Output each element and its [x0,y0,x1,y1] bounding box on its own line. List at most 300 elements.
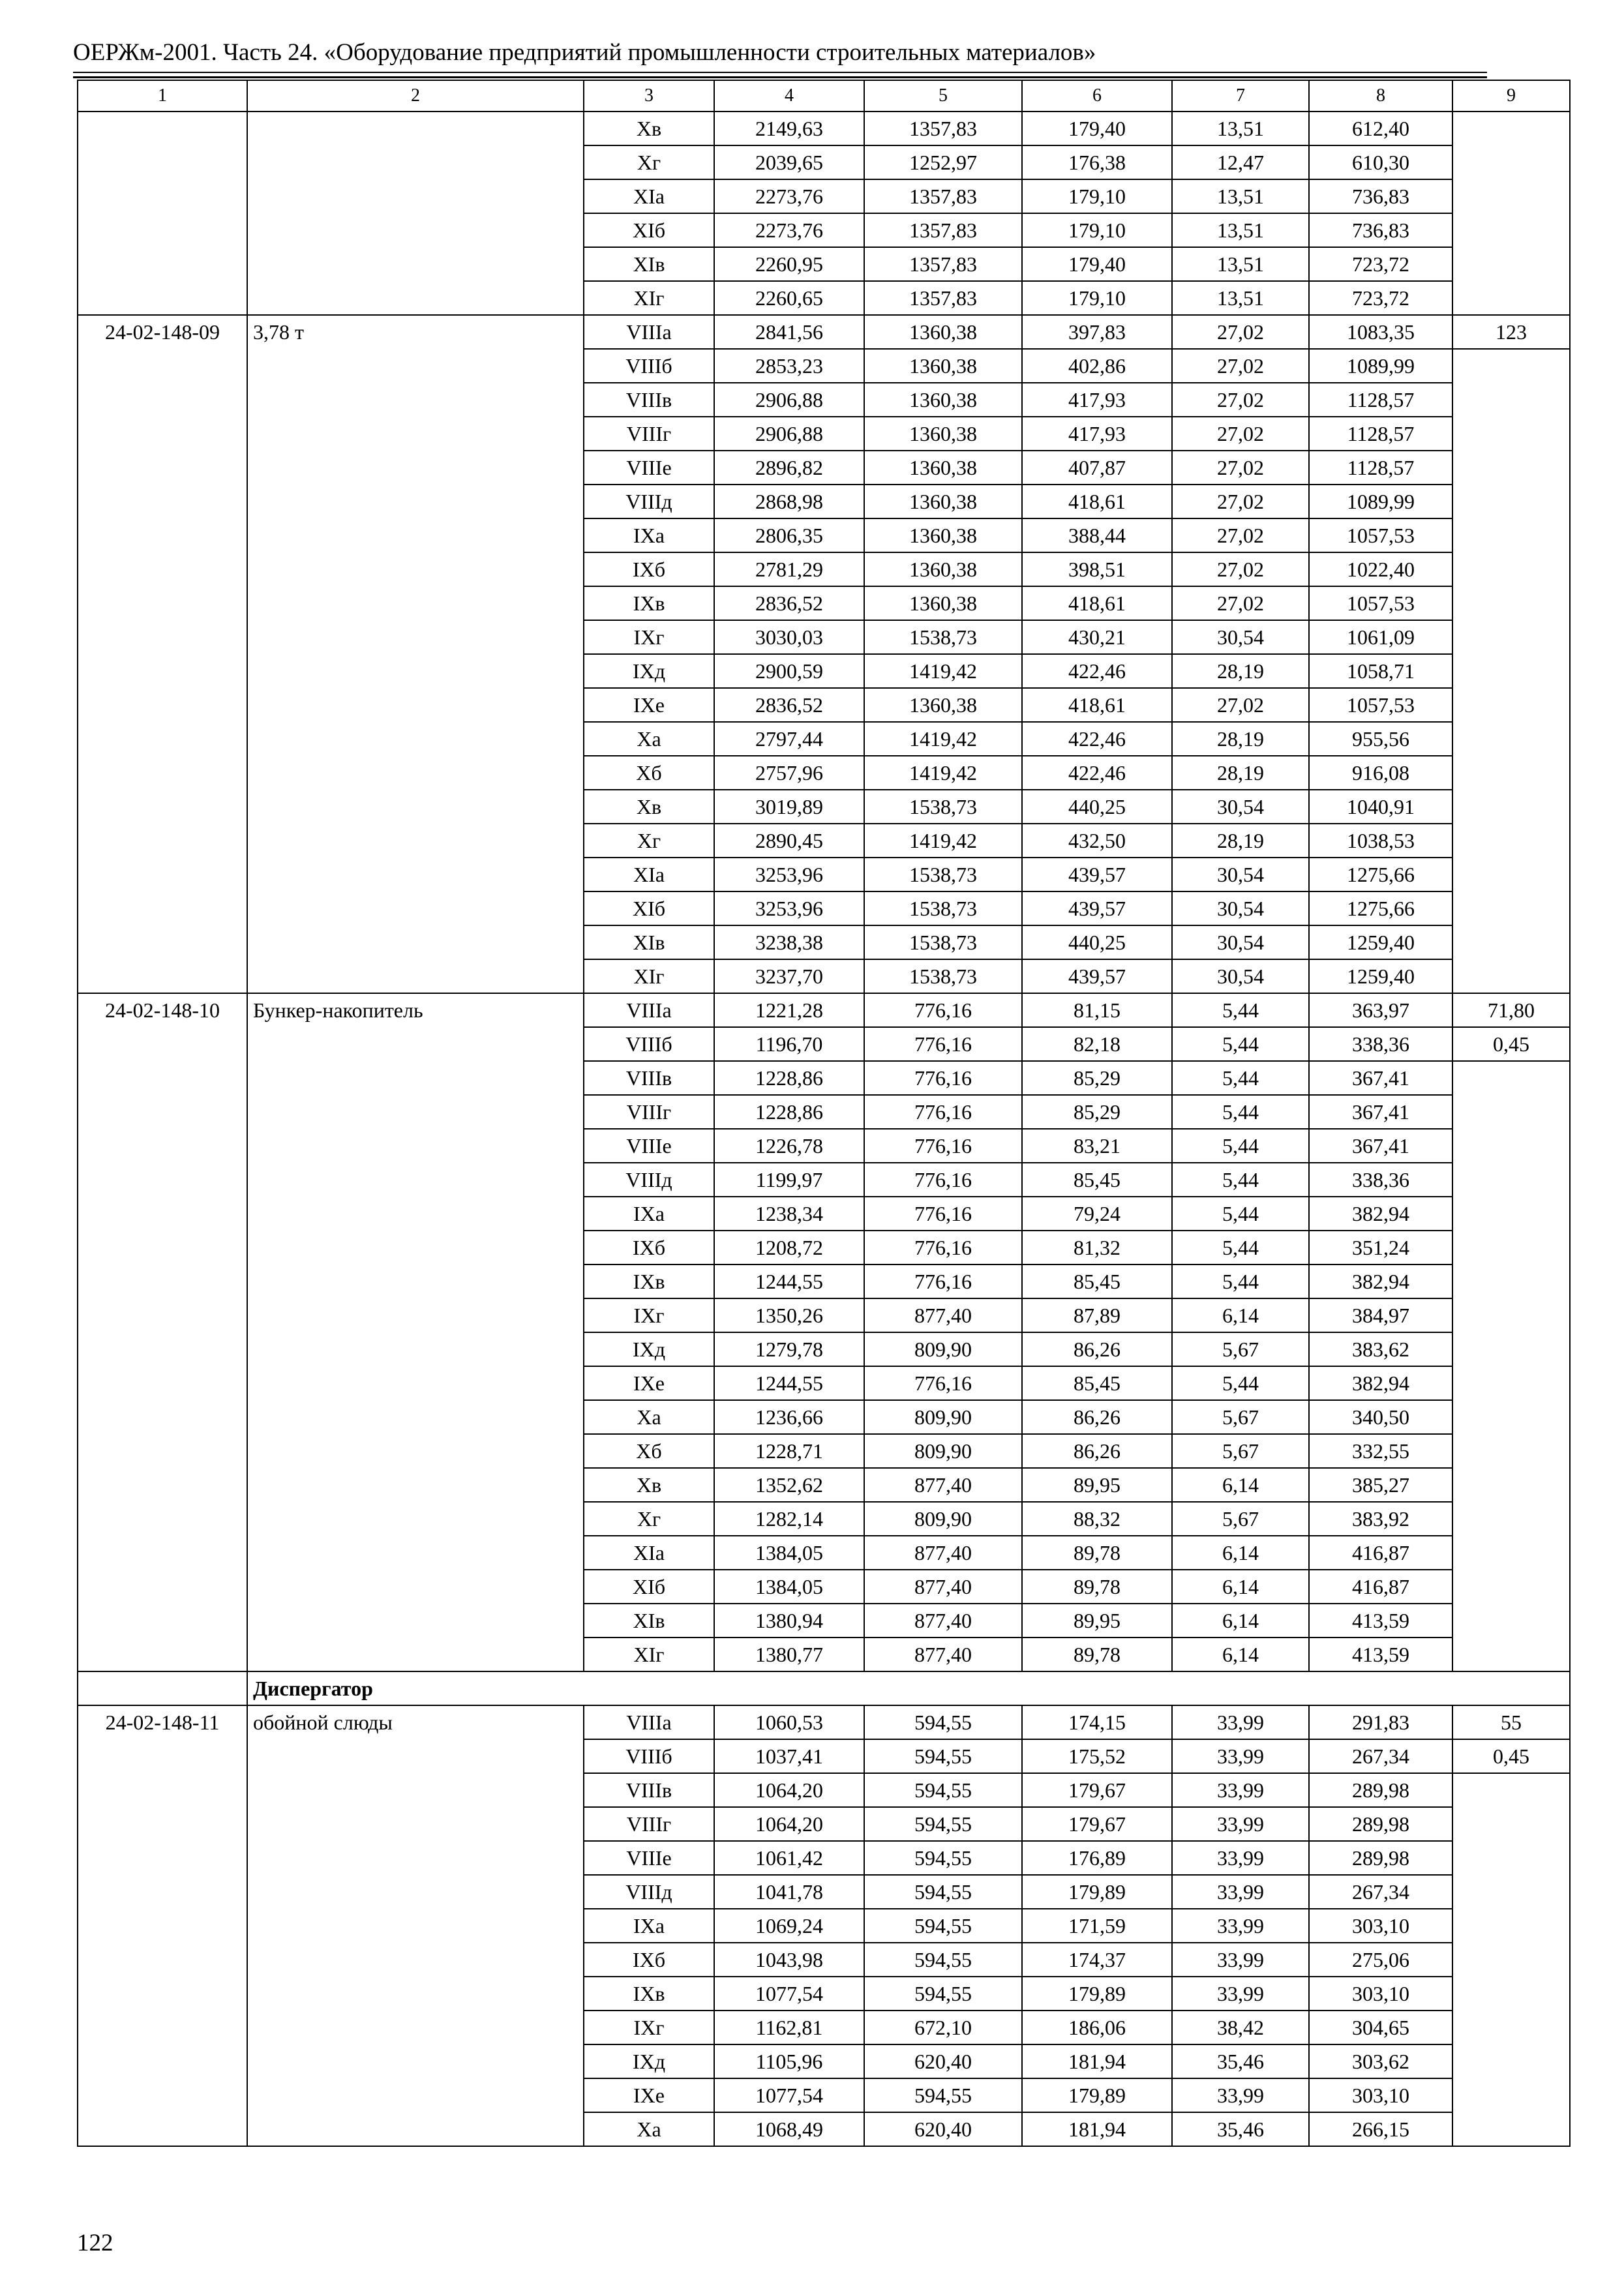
value-col-4: 1282,14 [714,1502,864,1536]
price-zone: ХIв [584,1604,714,1638]
price-zone: IХа [584,1197,714,1231]
page-number: 122 [77,2230,113,2256]
price-zone: VIIIе [584,1841,714,1875]
value-col-5: 1360,38 [864,688,1022,722]
value-col-7: 33,99 [1172,1909,1309,1943]
value-col-5: 1357,83 [864,281,1022,315]
price-zone: VIIIв [584,1061,714,1095]
header-rule [73,72,1487,73]
value-col-6: 85,29 [1022,1095,1172,1129]
rate-code: 24-02-148-10 [78,993,247,1671]
value-col-5: 1360,38 [864,485,1022,518]
value-col-8: 267,34 [1309,1875,1452,1909]
value-col-7: 30,54 [1172,620,1309,654]
value-col-4: 1384,05 [714,1536,864,1570]
value-col-5: 594,55 [864,1705,1022,1739]
price-zone: ХIа [584,1536,714,1570]
value-col-5: 620,40 [864,2044,1022,2078]
column-header-6: 6 [1022,80,1172,112]
value-col-4: 2841,56 [714,315,864,349]
price-zone: ХIб [584,1570,714,1604]
value-col-7: 30,54 [1172,925,1309,959]
value-col-5: 877,40 [864,1604,1022,1638]
value-col-7: 38,42 [1172,2011,1309,2044]
value-col-7: 5,44 [1172,1366,1309,1400]
value-col-5: 1360,38 [864,417,1022,451]
value-col-7: 33,99 [1172,1773,1309,1807]
value-col-5: 809,90 [864,1434,1022,1468]
value-col-6: 81,15 [1022,993,1172,1027]
value-col-4: 1352,62 [714,1468,864,1502]
value-col-8: 303,10 [1309,1909,1452,1943]
rate-code: 24-02-148-11 [78,1705,247,2146]
value-col-5: 1357,83 [864,213,1022,247]
price-zone: IХе [584,1366,714,1400]
value-col-8: 610,30 [1309,145,1452,179]
value-col-6: 179,67 [1022,1807,1172,1841]
price-zone: IХа [584,518,714,552]
equipment-name [247,112,584,315]
value-col-6: 174,37 [1022,1943,1172,1977]
value-col-7: 5,44 [1172,1027,1309,1061]
value-col-5: 620,40 [864,2112,1022,2146]
value-col-8: 955,56 [1309,722,1452,756]
col9-value: 123 [1452,315,1570,349]
value-col-7: 28,19 [1172,756,1309,790]
value-col-7: 28,19 [1172,722,1309,756]
value-col-8: 291,83 [1309,1705,1452,1739]
value-col-6: 422,46 [1022,756,1172,790]
price-zone: IХд [584,654,714,688]
value-col-5: 594,55 [864,2078,1022,2112]
price-zone: ХIа [584,858,714,891]
value-col-7: 30,54 [1172,959,1309,993]
value-col-6: 179,10 [1022,281,1172,315]
value-col-7: 13,51 [1172,281,1309,315]
value-col-5: 776,16 [864,1163,1022,1197]
value-col-8: 736,83 [1309,213,1452,247]
value-col-6: 440,25 [1022,925,1172,959]
value-col-4: 2781,29 [714,552,864,586]
value-col-5: 1419,42 [864,756,1022,790]
value-col-4: 2273,76 [714,179,864,213]
price-zone: IХг [584,620,714,654]
value-col-4: 2896,82 [714,451,864,485]
value-col-8: 382,94 [1309,1264,1452,1298]
value-col-5: 1360,38 [864,349,1022,383]
value-col-8: 267,34 [1309,1739,1452,1773]
col9-value: 0,45 [1452,1027,1570,1061]
value-col-6: 402,86 [1022,349,1172,383]
value-col-7: 6,14 [1172,1638,1309,1671]
value-col-8: 723,72 [1309,247,1452,281]
value-col-8: 1061,09 [1309,620,1452,654]
value-col-7: 6,14 [1172,1468,1309,1502]
value-col-6: 85,45 [1022,1163,1172,1197]
value-col-4: 1384,05 [714,1570,864,1604]
value-col-4: 2906,88 [714,383,864,417]
value-col-7: 13,51 [1172,179,1309,213]
price-zone: IХб [584,1231,714,1264]
section-title-row [78,1671,1570,1705]
value-col-4: 1037,41 [714,1739,864,1773]
value-col-8: 1128,57 [1309,383,1452,417]
price-zone: IХв [584,586,714,620]
value-col-5: 1419,42 [864,654,1022,688]
value-col-7: 5,44 [1172,1095,1309,1129]
value-col-8: 1089,99 [1309,485,1452,518]
value-col-8: 413,59 [1309,1638,1452,1671]
value-col-7: 27,02 [1172,518,1309,552]
value-col-5: 776,16 [864,993,1022,1027]
price-zone: ХIб [584,213,714,247]
value-col-5: 1360,38 [864,518,1022,552]
value-col-7: 30,54 [1172,858,1309,891]
value-col-6: 397,83 [1022,315,1172,349]
price-zone: IХа [584,1909,714,1943]
value-col-6: 179,67 [1022,1773,1172,1807]
value-col-4: 1228,86 [714,1061,864,1095]
value-col-8: 289,98 [1309,1773,1452,1807]
value-col-4: 1244,55 [714,1264,864,1298]
value-col-5: 1538,73 [864,858,1022,891]
column-header-4: 4 [714,80,864,112]
col9-empty [1452,1061,1570,1671]
value-col-6: 83,21 [1022,1129,1172,1163]
value-col-4: 1162,81 [714,2011,864,2044]
value-col-5: 877,40 [864,1298,1022,1332]
value-col-5: 877,40 [864,1638,1022,1671]
value-col-6: 186,06 [1022,2011,1172,2044]
column-header-3: 3 [584,80,714,112]
price-zone: VIIIа [584,993,714,1027]
value-col-8: 367,41 [1309,1061,1452,1095]
value-col-7: 5,67 [1172,1332,1309,1366]
value-col-7: 5,67 [1172,1434,1309,1468]
value-col-5: 1538,73 [864,959,1022,993]
value-col-4: 2890,45 [714,824,864,858]
value-col-5: 1357,83 [864,247,1022,281]
value-col-8: 1057,53 [1309,586,1452,620]
value-col-6: 179,10 [1022,213,1172,247]
value-col-5: 809,90 [864,1400,1022,1434]
value-col-4: 1041,78 [714,1875,864,1909]
value-col-6: 81,32 [1022,1231,1172,1264]
value-col-4: 2900,59 [714,654,864,688]
price-zone: Хг [584,1502,714,1536]
value-col-8: 1128,57 [1309,451,1452,485]
value-col-7: 27,02 [1172,417,1309,451]
value-col-5: 1360,38 [864,315,1022,349]
value-col-8: 275,06 [1309,1943,1452,1977]
table-row [78,315,1570,349]
value-col-5: 594,55 [864,1977,1022,2011]
value-col-4: 1221,28 [714,993,864,1027]
document-header: ОЕРЖм-2001. Часть 24. «Оборудование предприятий промышленности строительных материалов» [73,39,1096,66]
value-col-7: 6,14 [1172,1536,1309,1570]
column-header-2: 2 [247,80,584,112]
value-col-6: 417,93 [1022,383,1172,417]
col9-value: 71,80 [1452,993,1570,1027]
value-col-5: 594,55 [864,1739,1022,1773]
value-col-8: 367,41 [1309,1129,1452,1163]
price-zone: Хв [584,112,714,145]
price-zone: IХд [584,2044,714,2078]
value-col-8: 1089,99 [1309,349,1452,383]
value-col-8: 332,55 [1309,1434,1452,1468]
value-col-7: 5,44 [1172,993,1309,1027]
price-zone: Хв [584,790,714,824]
value-col-4: 1380,77 [714,1638,864,1671]
value-col-5: 1538,73 [864,891,1022,925]
table-header-row [78,80,1570,112]
value-col-4: 2797,44 [714,722,864,756]
value-col-7: 13,51 [1172,112,1309,145]
value-col-6: 432,50 [1022,824,1172,858]
value-col-4: 1238,34 [714,1197,864,1231]
value-col-5: 877,40 [864,1570,1022,1604]
value-col-5: 809,90 [864,1502,1022,1536]
value-col-4: 1105,96 [714,2044,864,2078]
value-col-6: 89,78 [1022,1536,1172,1570]
value-col-7: 27,02 [1172,315,1309,349]
table-row [78,993,1570,1027]
value-col-6: 179,89 [1022,1875,1172,1909]
value-col-5: 1360,38 [864,383,1022,417]
price-zone: IХв [584,1264,714,1298]
value-col-4: 1380,94 [714,1604,864,1638]
value-col-4: 2906,88 [714,417,864,451]
value-col-5: 594,55 [864,1807,1022,1841]
value-col-6: 86,26 [1022,1434,1172,1468]
col9-value: 0,45 [1452,1739,1570,1773]
value-col-8: 1057,53 [1309,688,1452,722]
price-zone: Хв [584,1468,714,1502]
value-col-6: 82,18 [1022,1027,1172,1061]
value-col-6: 85,45 [1022,1366,1172,1400]
price-zone: VIIIб [584,1027,714,1061]
value-col-8: 736,83 [1309,179,1452,213]
price-zone: IХе [584,2078,714,2112]
value-col-5: 594,55 [864,1943,1022,1977]
value-col-6: 440,25 [1022,790,1172,824]
value-col-4: 3019,89 [714,790,864,824]
price-zone: ХIв [584,925,714,959]
price-zone: VIIIд [584,1875,714,1909]
value-col-8: 416,87 [1309,1536,1452,1570]
value-col-7: 33,99 [1172,1739,1309,1773]
value-col-6: 439,57 [1022,858,1172,891]
value-col-5: 877,40 [864,1536,1022,1570]
value-col-5: 776,16 [864,1231,1022,1264]
value-col-7: 33,99 [1172,1841,1309,1875]
value-col-5: 594,55 [864,1773,1022,1807]
value-col-4: 1069,24 [714,1909,864,1943]
header-rule-thick [73,76,1487,78]
col9-empty [1452,112,1570,315]
value-col-7: 5,67 [1172,1502,1309,1536]
value-col-6: 86,26 [1022,1400,1172,1434]
value-col-5: 1419,42 [864,824,1022,858]
value-col-7: 27,02 [1172,451,1309,485]
value-col-7: 6,14 [1172,1604,1309,1638]
value-col-5: 594,55 [864,1875,1022,1909]
value-col-8: 1128,57 [1309,417,1452,451]
value-col-4: 1244,55 [714,1366,864,1400]
price-zone: IХе [584,688,714,722]
value-col-4: 2836,52 [714,688,864,722]
value-col-5: 776,16 [864,1095,1022,1129]
value-col-4: 1228,71 [714,1434,864,1468]
value-col-6: 179,10 [1022,179,1172,213]
value-col-4: 2806,35 [714,518,864,552]
value-col-5: 1538,73 [864,925,1022,959]
value-col-7: 13,51 [1172,213,1309,247]
value-col-5: 1252,97 [864,145,1022,179]
price-zone: IХг [584,2011,714,2044]
value-col-4: 1077,54 [714,1977,864,2011]
price-zone: Ха [584,1400,714,1434]
value-col-6: 439,57 [1022,891,1172,925]
value-col-6: 417,93 [1022,417,1172,451]
value-col-8: 351,24 [1309,1231,1452,1264]
value-col-7: 27,02 [1172,485,1309,518]
value-col-4: 2836,52 [714,586,864,620]
value-col-8: 303,62 [1309,2044,1452,2078]
price-zone: VIIIб [584,1739,714,1773]
column-header-9: 9 [1452,80,1570,112]
value-col-4: 1228,86 [714,1095,864,1129]
value-col-6: 79,24 [1022,1197,1172,1231]
value-col-6: 418,61 [1022,586,1172,620]
value-col-5: 776,16 [864,1366,1022,1400]
value-col-7: 33,99 [1172,1705,1309,1739]
value-col-7: 27,02 [1172,586,1309,620]
value-col-4: 3030,03 [714,620,864,654]
value-col-6: 181,94 [1022,2112,1172,2146]
value-col-7: 5,44 [1172,1129,1309,1163]
value-col-8: 289,98 [1309,1841,1452,1875]
price-zone: VIIIд [584,1163,714,1197]
value-col-8: 383,92 [1309,1502,1452,1536]
value-col-6: 171,59 [1022,1909,1172,1943]
value-col-6: 179,40 [1022,112,1172,145]
value-col-8: 413,59 [1309,1604,1452,1638]
price-zone: VIIIе [584,1129,714,1163]
value-col-8: 1038,53 [1309,824,1452,858]
value-col-7: 30,54 [1172,891,1309,925]
value-col-4: 2260,65 [714,281,864,315]
value-col-4: 2853,23 [714,349,864,383]
value-col-6: 88,32 [1022,1502,1172,1536]
value-col-7: 6,14 [1172,1570,1309,1604]
price-zone: VIIIг [584,1807,714,1841]
value-col-4: 1061,42 [714,1841,864,1875]
column-header-7: 7 [1172,80,1309,112]
value-col-7: 27,02 [1172,349,1309,383]
value-col-6: 87,89 [1022,1298,1172,1332]
price-zone: VIIIб [584,349,714,383]
value-col-4: 1068,49 [714,2112,864,2146]
value-col-8: 363,97 [1309,993,1452,1027]
price-zone: ХIг [584,281,714,315]
value-col-8: 1022,40 [1309,552,1452,586]
value-col-7: 27,02 [1172,688,1309,722]
value-col-6: 422,46 [1022,654,1172,688]
value-col-4: 1279,78 [714,1332,864,1366]
value-col-6: 422,46 [1022,722,1172,756]
value-col-7: 13,51 [1172,247,1309,281]
price-zone: VIIIа [584,315,714,349]
value-col-5: 1538,73 [864,620,1022,654]
value-col-8: 1057,53 [1309,518,1452,552]
value-col-7: 5,44 [1172,1061,1309,1095]
price-zone: Хб [584,756,714,790]
price-zone: IХв [584,1977,714,2011]
value-col-7: 30,54 [1172,790,1309,824]
price-zone: Хг [584,824,714,858]
price-zone: IХб [584,1943,714,1977]
value-col-6: 179,40 [1022,247,1172,281]
value-col-8: 384,97 [1309,1298,1452,1332]
value-col-6: 89,78 [1022,1638,1172,1671]
table-row [78,112,1570,145]
value-col-7: 35,46 [1172,2112,1309,2146]
value-col-6: 179,89 [1022,1977,1172,2011]
column-header-5: 5 [864,80,1022,112]
value-col-8: 338,36 [1309,1027,1452,1061]
value-col-6: 418,61 [1022,688,1172,722]
value-col-8: 916,08 [1309,756,1452,790]
price-zone: Ха [584,722,714,756]
price-zone: ХIа [584,179,714,213]
value-col-7: 5,44 [1172,1231,1309,1264]
value-col-7: 5,67 [1172,1400,1309,1434]
value-col-8: 1058,71 [1309,654,1452,688]
value-col-5: 1538,73 [864,790,1022,824]
section-title: Диспергатор [247,1671,1570,1705]
value-col-5: 672,10 [864,2011,1022,2044]
value-col-6: 86,26 [1022,1332,1172,1366]
value-col-6: 181,94 [1022,2044,1172,2078]
value-col-8: 382,94 [1309,1366,1452,1400]
value-col-4: 1208,72 [714,1231,864,1264]
value-col-4: 1236,66 [714,1400,864,1434]
value-col-8: 723,72 [1309,281,1452,315]
value-col-7: 28,19 [1172,654,1309,688]
value-col-6: 89,78 [1022,1570,1172,1604]
value-col-6: 418,61 [1022,485,1172,518]
value-col-4: 2757,96 [714,756,864,790]
value-col-4: 2260,95 [714,247,864,281]
price-zone: VIIIа [584,1705,714,1739]
value-col-6: 439,57 [1022,959,1172,993]
value-col-5: 776,16 [864,1197,1022,1231]
value-col-7: 33,99 [1172,2078,1309,2112]
value-col-6: 179,89 [1022,2078,1172,2112]
value-col-5: 1357,83 [864,179,1022,213]
price-zone: ХIг [584,959,714,993]
value-col-8: 1259,40 [1309,959,1452,993]
value-col-4: 3237,70 [714,959,864,993]
price-zone: VIIIв [584,1773,714,1807]
value-col-5: 1360,38 [864,552,1022,586]
column-header-8: 8 [1309,80,1452,112]
value-col-4: 1226,78 [714,1129,864,1163]
value-col-6: 174,15 [1022,1705,1172,1739]
price-zone: VIIIг [584,417,714,451]
rate-code [78,112,247,315]
